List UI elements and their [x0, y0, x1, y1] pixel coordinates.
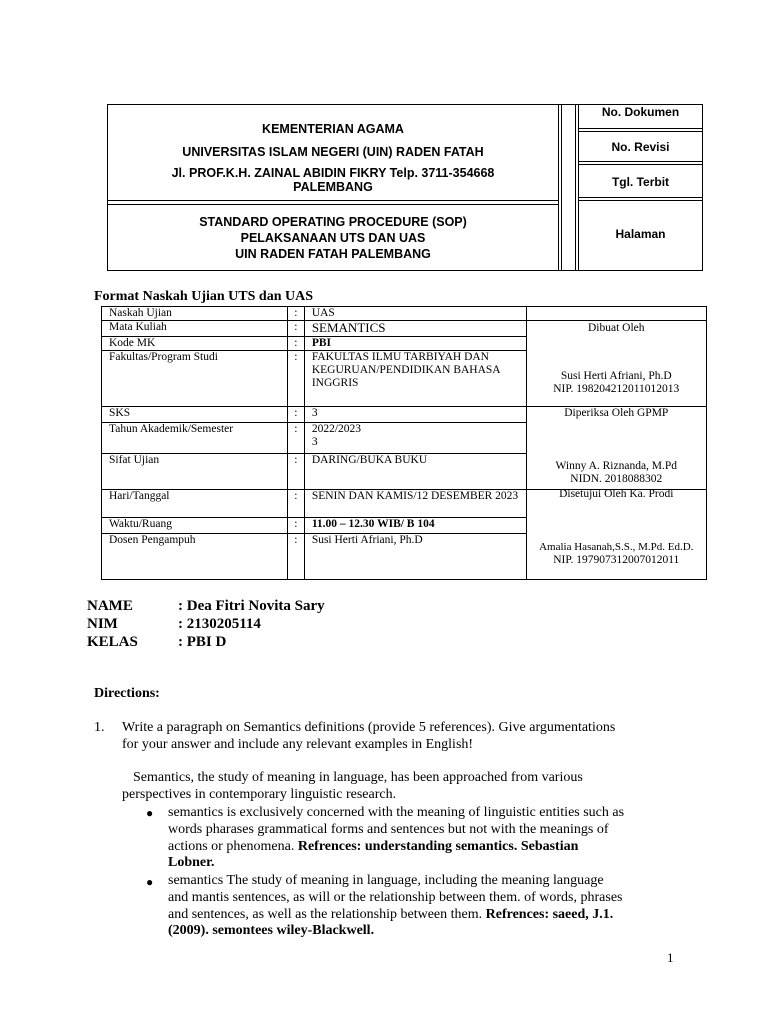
row-value: PBI [304, 337, 526, 351]
row-label: Fakultas/Program Studi [102, 351, 288, 407]
reference-text: Refrences: saeed, J.1. [485, 907, 614, 922]
answer-bullet-line [168, 907, 613, 923]
table-row [102, 490, 707, 518]
checked-by-role: Diperiksa Oleh GPMP [564, 407, 669, 419]
row-colon: : [287, 534, 304, 580]
header-divider [107, 200, 559, 201]
student-class-value: : PBI D [178, 634, 227, 650]
row-colon: : [287, 490, 304, 518]
answer-bullet-line: semantics is exclusively concerned with the meaning of linguistic entities such as [168, 805, 625, 820]
header-divider [578, 131, 703, 132]
reference-text: Refrences: understanding semantics. Sebastian [297, 839, 579, 854]
table-row [102, 407, 707, 423]
row-value [304, 423, 526, 454]
row-label: Sifat Ujian [102, 454, 288, 490]
row-value: DARING/BUKA BUKU [304, 454, 526, 490]
row-colon: : [287, 454, 304, 490]
page-number: 1 [667, 950, 674, 965]
row-colon: : [287, 423, 304, 454]
student-name-value: : Dea Fitri Novita Sary [178, 598, 325, 614]
checked-by-name: Winny A. Riznanda, M.Pd [555, 460, 678, 472]
row-colon: : [287, 321, 304, 337]
header-divider [578, 161, 703, 162]
row-label: SKS [102, 407, 288, 423]
approved-by-role: Disetujui Oleh Ka. Prodi [559, 488, 674, 500]
academic-year: 2022/2023 [311, 423, 362, 435]
page-label: Halaman [615, 227, 666, 241]
row-label: Tahun Akademik/Semester [102, 423, 288, 454]
format-title: Format Naskah Ujian UTS dan UAS [94, 289, 313, 304]
student-nim-value: : 2130205114 [178, 616, 261, 632]
student-name-label: NAME [87, 598, 133, 614]
header-divider [578, 128, 703, 129]
row-value: SEMANTICS [304, 321, 526, 337]
revision-label: No. Revisi [611, 140, 670, 154]
made-by-cell [526, 321, 706, 407]
made-by-name: Susi Herti Afriani, Ph.D [560, 370, 672, 382]
ministry-name: KEMENTERIAN AGAMA [262, 122, 404, 136]
answer-bullet-line [168, 839, 578, 855]
row-label: Hari/Tanggal [102, 490, 288, 518]
made-by-role: Dibuat Oleh [588, 322, 645, 334]
question-number: 1. [94, 720, 105, 735]
row-label: Waktu/Ruang [102, 518, 288, 534]
row-label: Dosen Pengampuh [102, 534, 288, 580]
question-text-line: Write a paragraph on Semantics definitions (provide 5 references). Give argumentations [122, 720, 616, 735]
header-divider [578, 200, 703, 201]
sop-institution: UIN RADEN FATAH PALEMBANG [235, 247, 431, 261]
row-colon: : [287, 407, 304, 423]
sop-subtitle: PELAKSANAAN UTS DAN UAS [240, 231, 426, 245]
bullet-icon: ● [146, 806, 154, 820]
exam-format-table [101, 306, 707, 580]
row-value: 3 [304, 407, 526, 423]
header-divider [107, 204, 559, 205]
answer-intro-line: perspectives in contemporary linguistic research. [122, 787, 397, 802]
checked-by-cell [526, 407, 706, 490]
row-value: 11.00 – 12.30 WIB/ B 104 [304, 518, 526, 534]
table-row [102, 307, 707, 321]
row-value: SENIN DAN KAMIS/12 DESEMBER 2023 [304, 490, 526, 518]
university-name: UNIVERSITAS ISLAM NEGERI (UIN) RADEN FATAH [182, 145, 484, 159]
made-by-id: NIP. 198204212011012013 [553, 383, 680, 395]
sop-title: STANDARD OPERATING PROCEDURE (SOP) [199, 215, 467, 229]
header-divider [561, 104, 562, 271]
approved-by-cell [526, 490, 706, 580]
reference-text: Lobner. [168, 855, 215, 870]
bullet-icon: ● [146, 875, 154, 889]
student-nim-label: NIM [87, 616, 118, 632]
row-colon: : [287, 518, 304, 534]
row-value: Susi Herti Afriani, Ph.D [304, 534, 526, 580]
answer-bullet-line: semantics The study of meaning in language, including the meaning language [168, 873, 604, 888]
header-divider [575, 104, 576, 271]
directions-heading: Directions: [94, 686, 160, 701]
header-divider [578, 197, 703, 198]
answer-bullet-line: and mantis sentences, as will or the relationship between them. of words, phrases [168, 890, 623, 905]
university-address: Jl. PROF.K.H. ZAINAL ABIDIN FIKRY Telp. 3711-354668 [171, 166, 495, 180]
answer-bullet-line: words pharases grammatical forms and sentences but not with the meanings of [168, 822, 609, 837]
approved-by-name: Amalia Hasanah,S.S., M.Pd. Ed.D. [539, 541, 694, 553]
answer-text: and sentences, as well as the relationship between them. [168, 907, 483, 922]
issue-date-label: Tgl. Terbit [611, 175, 670, 189]
row-label: Mata Kuliah [102, 321, 288, 337]
row-colon: : [287, 307, 304, 321]
student-class-label: KELAS [87, 634, 138, 650]
row-label: Kode MK [102, 337, 288, 351]
row-label: Naskah Ujian [102, 307, 288, 321]
checked-by-id: NIDN. 2018088302 [570, 473, 663, 485]
answer-intro-line: Semantics, the study of meaning in language, has been approached from various [133, 770, 583, 785]
doc-number-label: No. Dokumen [601, 105, 680, 119]
question-text-line: for your answer and include any relevant examples in English! [122, 737, 474, 752]
table-row [102, 321, 707, 337]
row-colon: : [287, 351, 304, 407]
semester: 3 [311, 436, 318, 448]
answer-text: actions or phenomena. [168, 839, 295, 854]
reference-text: (2009). semontees wiley-Blackwell. [168, 923, 375, 938]
university-city: PALEMBANG [293, 180, 373, 194]
row-value: UAS [304, 307, 526, 321]
signature-spacer [526, 307, 706, 321]
approved-by-id: NIP. 197907312007012011 [553, 554, 680, 566]
row-value: FAKULTAS ILMU TARBIYAH DAN KEGURUAN/PENDIDIKAN BAHASA INGGRIS [304, 351, 526, 407]
header-divider [578, 164, 703, 165]
row-colon: : [287, 337, 304, 351]
